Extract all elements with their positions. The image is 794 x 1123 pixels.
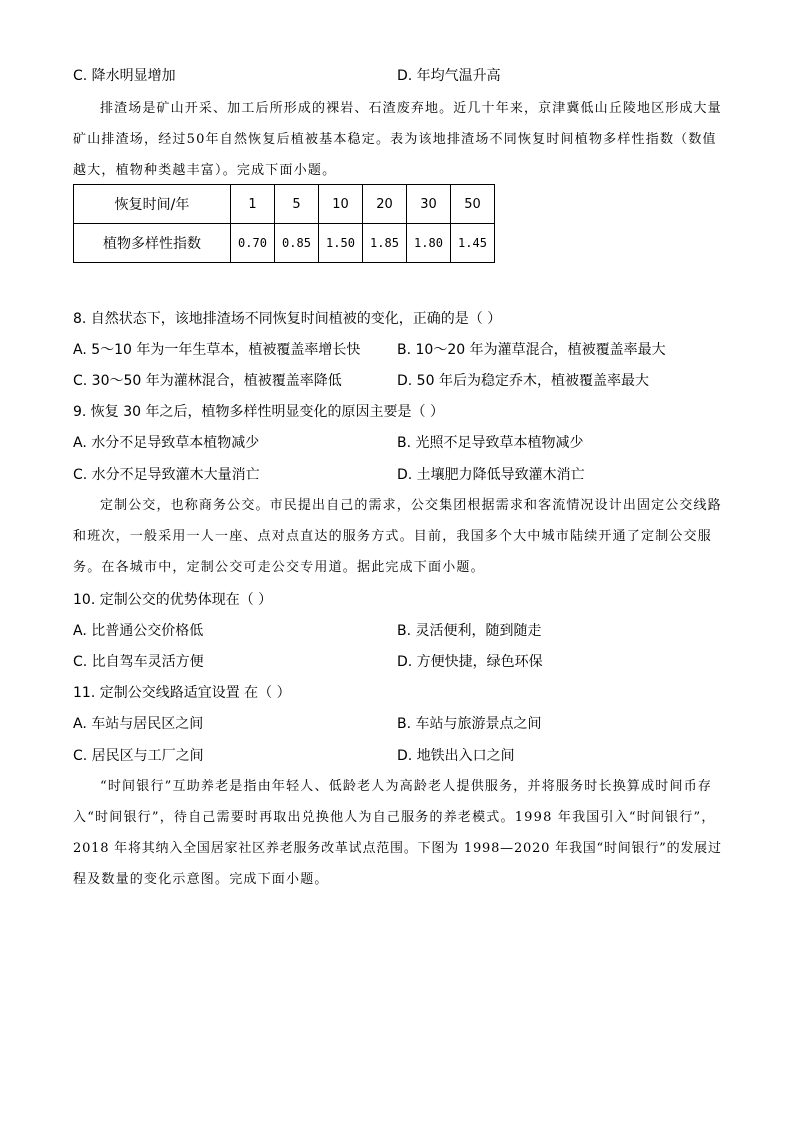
passage-line: 2018 年将其纳入全国居家社区养老服务改革试点范围。下图为 1998—2020 年我国“时间银行”的发展过 (73, 841, 722, 856)
question-8-stem: 8. 自然状态下，该地排渣场不同恢复时间植被的变化，正确的是（ ） (73, 311, 502, 327)
passage-line: 入“时间银行”，待自己需要时再取出兑换他人为自己服务的养老模式。1998 年我国引入“时间银行”， (73, 810, 716, 825)
question-8-option-c[interactable]: C. 30～50 年为灌林混合，植被覆盖率降低 (73, 373, 342, 389)
question-9-option-d[interactable]: D. 土壤肥力降低导致灌木消亡 (397, 467, 585, 483)
table-cell: 20 (363, 185, 407, 224)
diversity-table (73, 184, 495, 263)
question-10-option-d[interactable]: D. 方便快捷，绿色环保 (397, 654, 543, 670)
passage-line: 排渣场是矿山开采、加工后所形成的裸岩、石渣废弃地。近几十年来，京津冀低山丘陵地区形成大量 (100, 101, 722, 116)
question-10-option-b[interactable]: B. 灵活便利，随到随走 (397, 623, 542, 639)
table-row (74, 185, 495, 224)
passage-line: 和班次，一般采用一人一座、点对点直达的服务方式。目前，我国多个大中城市陆续开通了定制公交服 (73, 529, 713, 544)
passage-line: 矿山排渣场，经过50年自然恢复后植被基本稳定。表为该地排渣场不同恢复时间植物多样性指数（数值 (73, 132, 717, 147)
table-cell: 1 (231, 185, 275, 224)
table-cell: 0.70 (231, 224, 275, 263)
prev-option-c[interactable]: C. 降水明显增加 (73, 68, 176, 84)
question-11-option-c[interactable]: C. 居民区与工厂之间 (73, 748, 204, 764)
table-cell: 1.45 (451, 224, 495, 263)
prev-option-d[interactable]: D. 年均气温升高 (397, 68, 501, 84)
question-9-stem: 9. 恢复 30 年之后，植物多样性明显变化的原因主要是（ ） (73, 404, 444, 420)
passage-line: 程及数量的变化示意图。完成下面小题。 (73, 872, 329, 887)
table-cell: 10 (319, 185, 363, 224)
question-8-option-d[interactable]: D. 50 年后为稳定乔木，植被覆盖率最大 (397, 373, 649, 389)
table-cell: 1.50 (319, 224, 363, 263)
passage-line: 务。在各城市中，定制公交可走公交专用道。据此完成下面小题。 (73, 560, 485, 575)
table-cell: 50 (451, 185, 495, 224)
question-11-option-b[interactable]: B. 车站与旅游景点之间 (397, 716, 542, 732)
question-9-option-b[interactable]: B. 光照不足导致草本植物减少 (397, 435, 584, 451)
table-cell: 1.85 (363, 224, 407, 263)
question-8-option-a[interactable]: A. 5～10 年为一年生草本，植被覆盖率增长快 (73, 342, 361, 358)
question-10-option-c[interactable]: C. 比自驾车灵活方便 (73, 654, 204, 670)
passage-line: 越大，植物种类越丰富）。完成下面小题。 (73, 163, 337, 178)
table-cell: 1.80 (407, 224, 451, 263)
question-11-option-d[interactable]: D. 地铁出入口之间 (397, 748, 515, 764)
table-header-diversity-index: 植物多样性指数 (74, 224, 231, 263)
passage-line: 定制公交，也称商务公交。市民提出自己的需求，公交集团根据需求和客流情况设计出固定公交线路 (100, 498, 722, 513)
question-9-option-a[interactable]: A. 水分不足导致草本植物减少 (73, 435, 260, 451)
question-10-option-a[interactable]: A. 比普通公交价格低 (73, 623, 204, 639)
question-8-option-b[interactable]: B. 10～20 年为灌草混合，植被覆盖率最大 (397, 342, 666, 358)
table-cell: 30 (407, 185, 451, 224)
question-9-option-c[interactable]: C. 水分不足导致灌木大量消亡 (73, 467, 260, 483)
question-11-stem: 11. 定制公交线路适宜设置 在（ ） (73, 685, 291, 701)
question-11-option-a[interactable]: A. 车站与居民区之间 (73, 716, 204, 732)
table-row (74, 224, 495, 263)
table-cell: 0.85 (275, 224, 319, 263)
table-cell: 5 (275, 185, 319, 224)
table-header-recovery-time: 恢复时间/年 (74, 185, 231, 224)
passage-line: “时间银行”互助养老是指由年轻人、低龄老人为高龄老人提供服务，并将服务时长换算成时间币存 (100, 779, 713, 794)
question-10-stem: 10. 定制公交的优势体现在（ ） (73, 592, 273, 608)
